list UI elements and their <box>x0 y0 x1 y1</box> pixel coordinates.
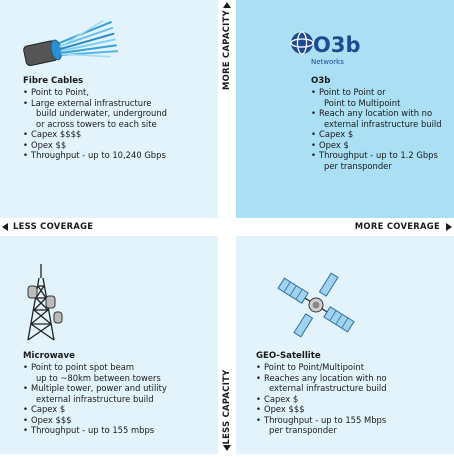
microwave-item: • Point to point spot beam <box>23 362 167 373</box>
o3b-item: • Reach any location with no <box>311 108 442 119</box>
fibre-cable-icon <box>20 27 120 67</box>
microwave-list <box>23 362 167 436</box>
o3b-item: • Point to Point or <box>311 87 442 98</box>
fibre-item: • Point to Point, <box>23 87 167 98</box>
o3b-logo-text: O3b <box>313 33 361 57</box>
geo-satellite-list <box>256 362 387 436</box>
fibre-item: • Capex $$$$ <box>23 129 167 140</box>
satellite-icon <box>273 270 359 340</box>
o3b-item: • Capex $ <box>311 129 442 140</box>
fibre-item: • Opex $$ <box>23 140 167 151</box>
axis-label-more-coverage: MORE COVERAGE <box>354 221 440 231</box>
geo-satellite-item: • Capex $ <box>256 394 387 405</box>
geo-satellite-item: • Opex $$$ <box>256 404 387 415</box>
fibre-title: Fibre Cables <box>23 76 84 86</box>
axis-label-less-coverage: LESS COVERAGE <box>13 221 94 231</box>
geo-satellite-item: • Point to Point/Multipoint <box>256 362 387 373</box>
geo-satellite-item: per transponder <box>269 425 337 435</box>
o3b-logo-subtitle: Networks <box>311 58 344 66</box>
microwave-title: Microwave <box>23 351 75 361</box>
geo-satellite-item: external infrastructure build <box>269 383 387 393</box>
microwave-item: up to ~80km between towers <box>36 372 161 383</box>
axis-label-more-capacity: MORE CAPACITY <box>221 10 231 90</box>
arrow-left-icon <box>2 223 8 231</box>
fibre-item: • Throughput - up to 10,240 Gbps <box>23 150 167 161</box>
microwave-item: • Opex $$$ <box>23 415 167 426</box>
o3b-title: O3b <box>311 76 331 86</box>
microwave-item: • Capex $ <box>23 404 167 415</box>
microwave-item: • Multiple tower, power and utility <box>23 383 167 394</box>
microwave-item: • Throughput - up to 155 mbps <box>23 425 167 436</box>
geo-satellite-item: • Reaches any location with no <box>256 373 387 384</box>
o3b-list <box>311 87 442 171</box>
o3b-item: external infrastructure build <box>324 118 442 129</box>
microwave-tower-icon <box>18 262 68 342</box>
geo-satellite-item: • Throughput - up to 155 Mbps <box>256 415 387 426</box>
fibre-item: build underwater, underground <box>36 108 167 118</box>
fibre-list <box>23 87 167 161</box>
o3b-item: per transponder <box>324 160 392 171</box>
o3b-item: • Throughput - up to 1.2 Gbps <box>311 150 442 161</box>
microwave-item: external infrastructure build <box>36 393 154 404</box>
o3b-item: Point to Multipoint <box>324 97 401 108</box>
axis-label-less-capacity: LESS CAPACITY <box>221 369 231 445</box>
arrow-right-icon <box>446 223 452 231</box>
arrow-up-icon <box>223 2 231 8</box>
geo-satellite-title: GEO-Satellite <box>256 351 321 361</box>
o3b-logo-icon <box>289 30 361 58</box>
arrow-down-icon <box>223 445 231 451</box>
fibre-item: • Large external infrastructure <box>23 98 167 109</box>
fibre-item: or across towers to each site <box>36 118 157 129</box>
o3b-item: • Opex $ <box>311 140 442 151</box>
